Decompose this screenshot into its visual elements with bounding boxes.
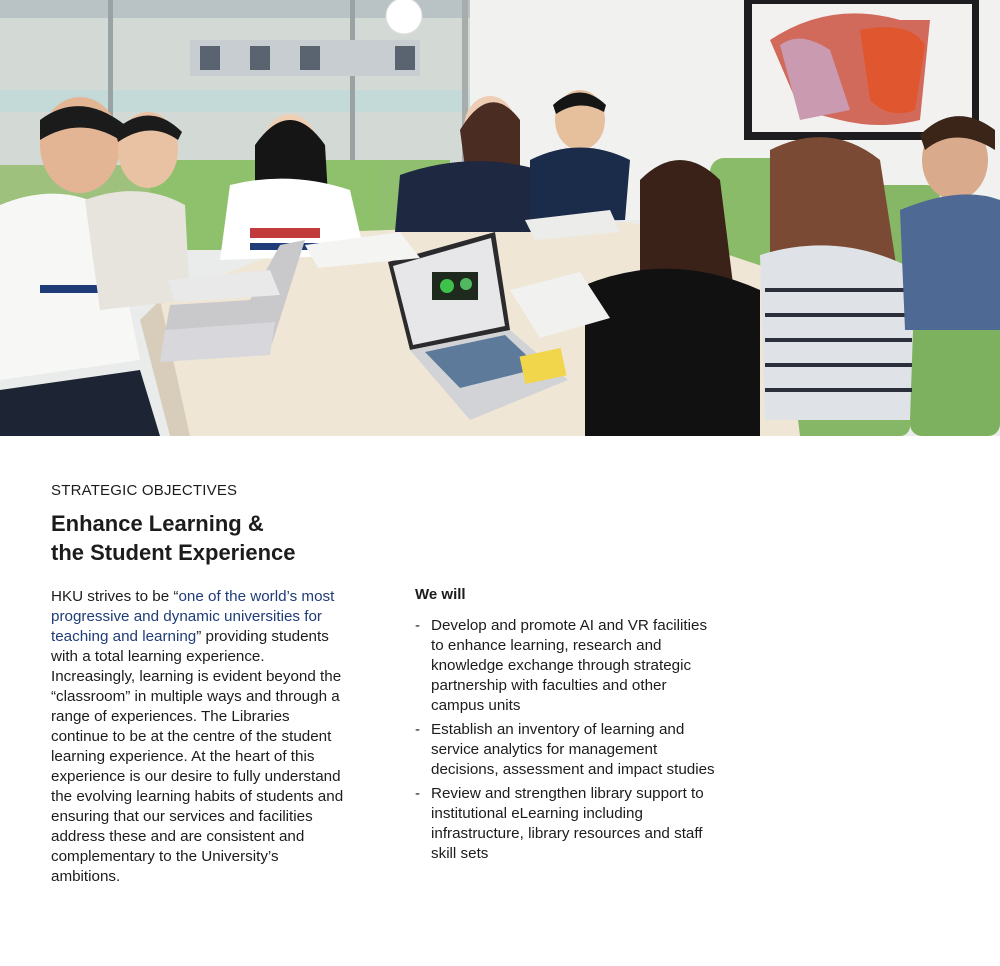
list-dash: - bbox=[415, 617, 421, 634]
list-dash: - bbox=[415, 721, 421, 738]
list-item-text: Establish an inventory of learning and service analytics for management decisions, assessment and impact studies bbox=[431, 721, 715, 778]
objectives-heading: We will bbox=[415, 586, 466, 603]
list-item bbox=[415, 616, 715, 716]
section-eyebrow: STRATEGIC OBJECTIVES bbox=[51, 482, 238, 499]
list-item-text: Develop and promote AI and VR facilities to enhance learning, research and knowledge exchange through strategic partnership with faculties and other campus units bbox=[431, 617, 708, 714]
objectives-list bbox=[415, 616, 715, 864]
list-item bbox=[415, 720, 715, 780]
list-item bbox=[415, 784, 715, 864]
title-line-2: the Student Experience bbox=[51, 540, 296, 565]
intro-text-post: ” providing students with a total learning experience. Increasingly, learning is evident beyond the “classroom” in multiple ways and through a range of experiences. The Libraries continue to be at the centre of the student learning experience. At the heart of this experience is our desire to fully understand the evolving learning habits of students and ensuring that our services and facilities address these and are consistent and complementary to the University’s ambitions. bbox=[51, 628, 344, 885]
intro-quote-highlight: one of the world’s most progressive and dynamic universities for teaching and learning bbox=[51, 588, 335, 645]
intro-paragraph bbox=[51, 587, 351, 887]
page-title bbox=[51, 509, 296, 567]
hero-photo bbox=[0, 0, 1000, 436]
list-item-text: Review and strengthen library support to institutional eLearning including infrastructure, library resources and staff skill sets bbox=[431, 785, 704, 862]
title-line-1: Enhance Learning & bbox=[51, 511, 264, 536]
list-dash: - bbox=[415, 785, 421, 802]
students-meeting-photo bbox=[0, 0, 1000, 436]
intro-text-pre: HKU strives to be “ bbox=[51, 588, 179, 605]
